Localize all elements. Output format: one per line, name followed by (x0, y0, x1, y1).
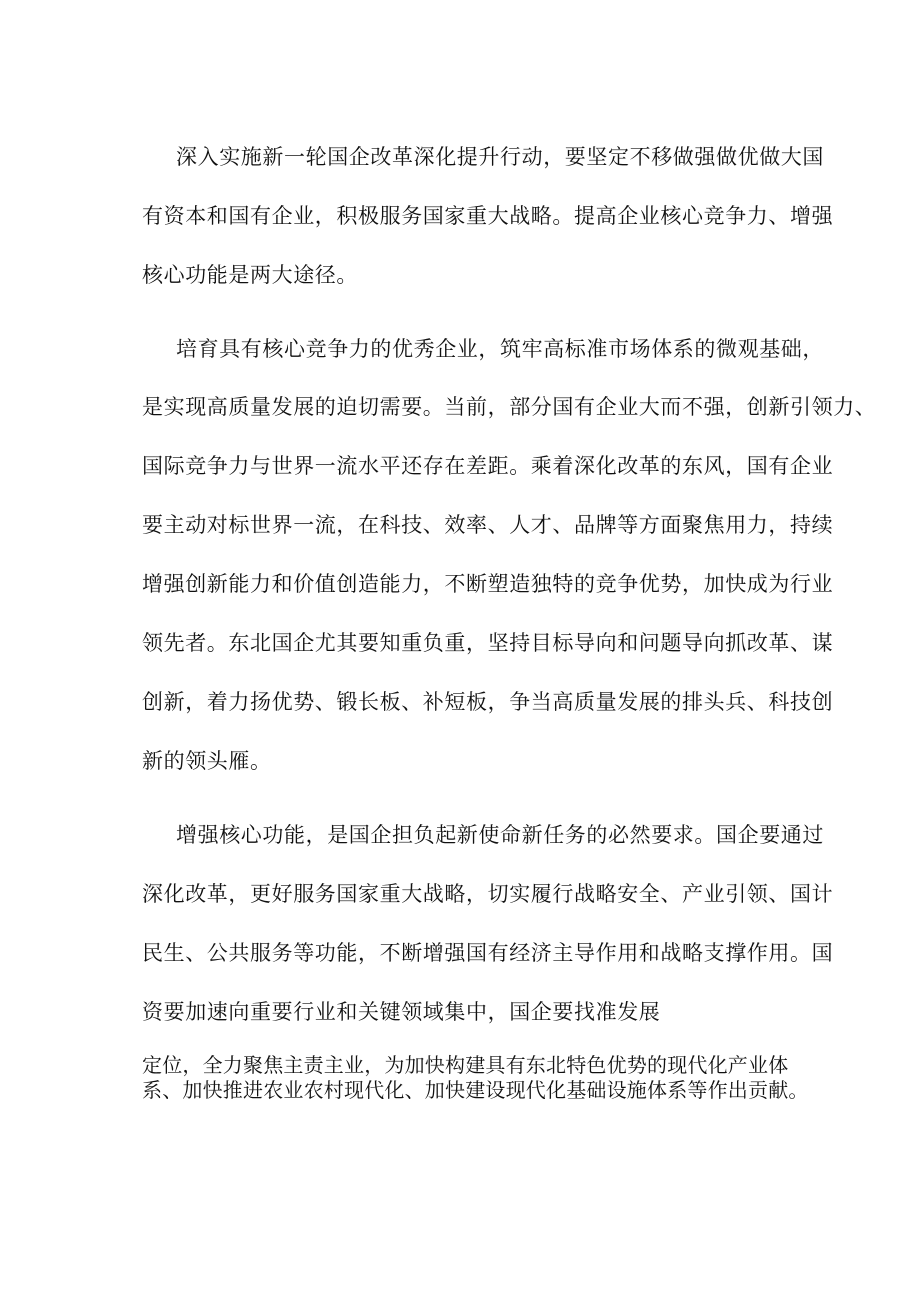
text-line: 定位，全力聚焦主责主业，为加快构建具有东北特色优势的现代化产业体 (142, 1053, 789, 1077)
text-line: 培育具有核心竞争力的优秀企业，筑牢高标准市场体系的微观基础， (176, 337, 824, 361)
text-line: 领先者。东北国企尤其要知重负重，坚持目标导向和问题导向抓改革、谋 (142, 631, 834, 655)
text-line: 深化改革，更好服务国家重大战略，切实履行战略安全、产业引领、国计 (142, 882, 834, 906)
text-line: 民生、公共服务等功能，不断增强国有经济主导作用和战略支撑作用。国 (142, 941, 834, 965)
text-line: 要主动对标世界一流，在科技、效率、人才、品牌等方面聚焦用力，持续 (142, 513, 834, 537)
text-line: 资要加速向重要行业和关键领域集中，国企要找准发展 (142, 1000, 661, 1024)
text-line: 国际竞争力与世界一流水平还存在差距。乘着深化改革的东风，国有企业 (142, 454, 834, 478)
text-line: 核心功能是两大途径。 (142, 263, 358, 287)
text-line: 新的领头雁。 (142, 749, 272, 773)
text-line: 是实现高质量发展的迫切需要。当前，部分国有企业大而不强，创新引领力、 (142, 395, 877, 419)
text-line: 增强核心功能，是国企担负起新使命新任务的必然要求。国企要通过 (176, 823, 824, 847)
text-line: 系、加快推进农业农村现代化、加快建设现代化基础设施体系等作出贡献。 (142, 1078, 809, 1102)
text-line: 深入实施新一轮国企改革深化提升行动，要坚定不移做强做优做大国 (176, 145, 824, 169)
text-line: 有资本和国有企业，积极服务国家重大战略。提高企业核心竞争力、增强 (142, 204, 834, 228)
text-line: 增强创新能力和价值创造能力，不断塑造独特的竞争优势，加快成为行业 (142, 572, 834, 596)
text-line: 创新，着力扬优势、锻长板、补短板，争当高质量发展的排头兵、科技创 (142, 690, 834, 714)
